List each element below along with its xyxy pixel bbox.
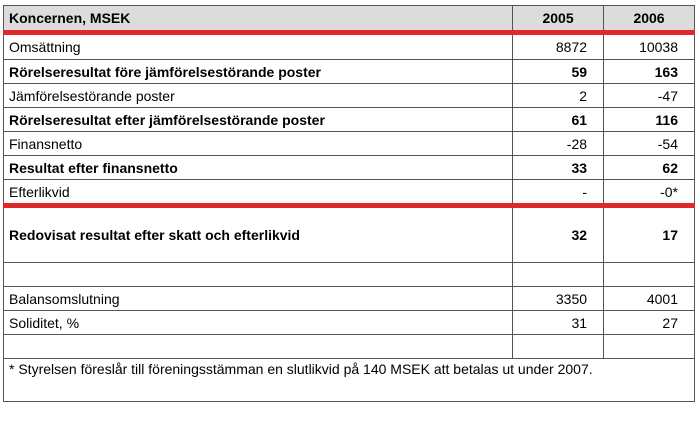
value-2006: 27 bbox=[604, 311, 695, 335]
row-label: Balansomslutning bbox=[4, 287, 513, 311]
row-label: Omsättning bbox=[4, 33, 513, 60]
footnote: * Styrelsen föreslår till föreningsstämman en slutlikvid på 140 MSEK att betalas ut under 2007. bbox=[4, 359, 695, 402]
value-2005: 33 bbox=[513, 156, 604, 180]
row-label: Rörelseresultat efter jämförelsestörande poster bbox=[4, 108, 513, 132]
value-2006: 116 bbox=[604, 108, 695, 132]
table-row bbox=[4, 108, 695, 132]
header-title: Koncernen, MSEK bbox=[4, 6, 513, 33]
value-2005: 59 bbox=[513, 60, 604, 84]
footnote-row bbox=[4, 359, 695, 402]
value-2006: 4001 bbox=[604, 287, 695, 311]
empty-cell bbox=[4, 263, 513, 287]
empty-cell bbox=[513, 335, 604, 359]
value-2006: -0* bbox=[604, 180, 695, 206]
empty-row bbox=[4, 263, 695, 287]
empty-cell bbox=[4, 335, 513, 359]
row-label: Redovisat resultat efter skatt och efterlikvid bbox=[4, 206, 513, 263]
financial-summary-table bbox=[3, 5, 695, 402]
value-2006: 10038 bbox=[604, 33, 695, 60]
empty-cell bbox=[513, 263, 604, 287]
value-2005: -28 bbox=[513, 132, 604, 156]
row-label: Efterlikvid bbox=[4, 180, 513, 206]
table-header-row bbox=[4, 6, 695, 33]
header-year-2005: 2005 bbox=[513, 6, 604, 33]
row-label: Resultat efter finansnetto bbox=[4, 156, 513, 180]
row-label: Finansnetto bbox=[4, 132, 513, 156]
value-2005: - bbox=[513, 180, 604, 206]
table-row bbox=[4, 180, 695, 206]
value-2005: 3350 bbox=[513, 287, 604, 311]
empty-cell bbox=[604, 335, 695, 359]
value-2006: -54 bbox=[604, 132, 695, 156]
table-row bbox=[4, 156, 695, 180]
empty-row bbox=[4, 335, 695, 359]
table-row bbox=[4, 206, 695, 263]
row-label: Rörelseresultat före jämförelsestörande poster bbox=[4, 60, 513, 84]
value-2006: 17 bbox=[604, 206, 695, 263]
value-2005: 61 bbox=[513, 108, 604, 132]
table-row bbox=[4, 60, 695, 84]
value-2006: -47 bbox=[604, 84, 695, 108]
table-row bbox=[4, 311, 695, 335]
value-2005: 8872 bbox=[513, 33, 604, 60]
value-2005: 2 bbox=[513, 84, 604, 108]
empty-cell bbox=[604, 263, 695, 287]
table-row bbox=[4, 132, 695, 156]
value-2005: 31 bbox=[513, 311, 604, 335]
value-2005: 32 bbox=[513, 206, 604, 263]
table-row bbox=[4, 84, 695, 108]
header-year-2006: 2006 bbox=[604, 6, 695, 33]
table-row bbox=[4, 33, 695, 60]
value-2006: 163 bbox=[604, 60, 695, 84]
value-2006: 62 bbox=[604, 156, 695, 180]
row-label: Soliditet, % bbox=[4, 311, 513, 335]
table-row bbox=[4, 287, 695, 311]
row-label: Jämförelsestörande poster bbox=[4, 84, 513, 108]
